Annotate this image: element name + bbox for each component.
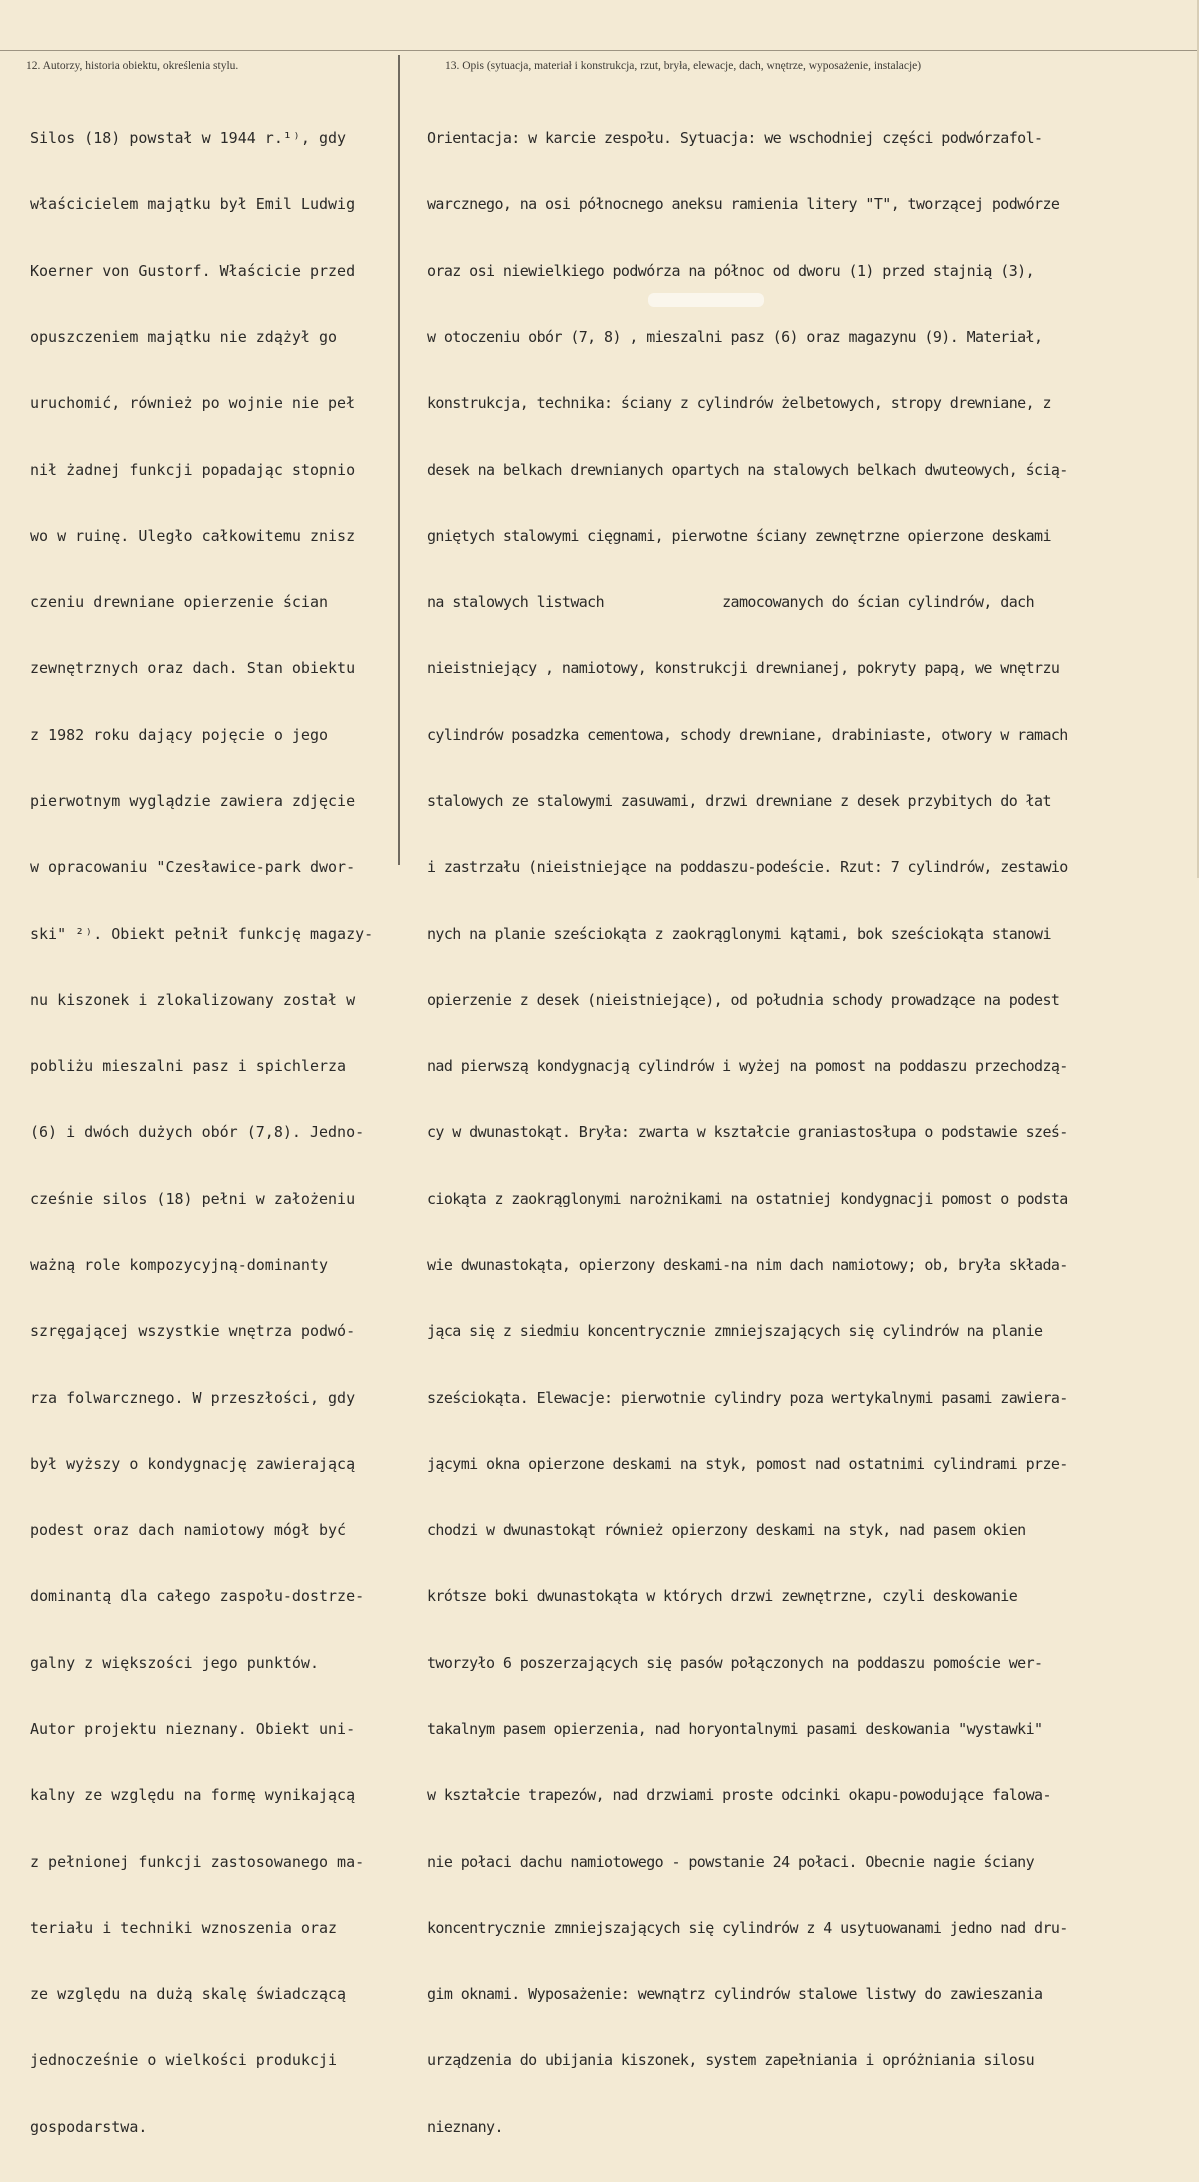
text-line: cylindrów posadzka cementowa, schody drewniane, drabiniaste, otwory w ramach: [427, 725, 1068, 744]
text-line: Koerner von Gustorf. Właścicie przed: [30, 261, 356, 280]
text-line: właścicielem majątku był Emil Ludwig: [30, 195, 356, 214]
top-rule: [0, 50, 1199, 51]
text-line: Silos (18) powstał w 1944 r.¹⁾, gdy: [30, 129, 347, 148]
text-line: jącymi okna opierzone deskami na styk, pomost nad ostatnimi cylindrami prze-: [427, 1454, 1068, 1473]
text-line: rza folwarcznego. W przeszłości, gdy: [30, 1388, 356, 1407]
text-line: podest oraz dach namiotowy mógł być: [30, 1521, 347, 1540]
text-line: warcznego, na osi północnego aneksu ramienia litery "T", tworzącej podwórze: [427, 195, 1060, 214]
text-line: ski" ²⁾. Obiekt pełnił funkcję magazy-: [30, 924, 374, 943]
text-line: kalny ze względu na formę wynikającą: [30, 1786, 356, 1805]
text-line: takalnym pasem opierzenia, nad horyontalnymi pasami deskowania "wystawki": [427, 1719, 1043, 1738]
text-line: wie dwunastokąta, opierzony deskami-na nim dach namiotowy; ob, bryła składa-: [427, 1255, 1068, 1274]
text-line: nych na planie sześciokąta z zaokrąglonymi kątami, bok sześciokąta stanowi: [427, 924, 1051, 943]
text-line: galny z większości jego punktów.: [30, 1653, 319, 1672]
text-line: szręgającej wszystkie wnętrza podwó-: [30, 1322, 356, 1341]
text-line: z pełnionej funkcji zastosowanego ma-: [30, 1852, 365, 1871]
text-line: z 1982 roku dający pojęcie o jego: [30, 725, 329, 744]
text-line: koncentrycznie zmniejszających się cylindrów z 4 usytuowanami jedno nad dru-: [427, 1918, 1068, 1937]
text-line: czeniu drewniane opierzenie ścian: [30, 593, 329, 612]
text-line: ważną role kompozycyjną-dominanty: [30, 1255, 329, 1274]
text-line: opuszczeniem majątku nie zdążył go: [30, 328, 338, 347]
text-line: na stalowych listwach zamocowanych do ścian cylindrów, dach: [427, 593, 1035, 612]
text-line: ciokąta z zaokrąglonymi narożnikami na ostatniej kondygnacji pomost o podsta: [427, 1189, 1068, 1208]
history-text-column: [30, 83, 394, 2136]
section-12-header: 12. Autorzy, historia obiektu, określenia stylu.: [26, 60, 239, 72]
text-line: cy w dwunastokąt. Bryła: zwarta w kształcie graniastosłupa o podstawie sześ-: [427, 1123, 1068, 1142]
text-line: zewnętrznych oraz dach. Stan obiektu: [30, 659, 356, 678]
text-line: cześnie silos (18) pełni w założeniu: [30, 1189, 356, 1208]
text-line: dominantą dla całego zaspołu-dostrze-: [30, 1587, 365, 1606]
text-line: oraz osi niewielkiego podwórza na północ od dworu (1) przed stajnią (3),: [427, 261, 1035, 280]
text-line: nieistniejący , namiotowy, konstrukcji drewnianej, pokryty papą, we wnętrzu: [427, 659, 1060, 678]
text-line: opierzenie z desek (nieistniejące), od południa schody prowadzące na podest: [427, 990, 1060, 1009]
text-line: krótsze boki dwunastokąta w których drzwi zewnętrzne, czyli deskowanie: [427, 1587, 1018, 1606]
text-line: nił żadnej funkcji popadając stopnio: [30, 460, 356, 479]
text-line: desek na belkach drewnianych opartych na stalowych belkach dwuteowych, ścią-: [427, 460, 1068, 479]
text-line: wo w ruinę. Uległo całkowitemu znisz: [30, 526, 356, 545]
text-line: gniętych stalowymi cięgnami, pierwotne ściany zewnętrzne opierzone deskami: [427, 526, 1051, 545]
text-line: sześciokąta. Elewacje: pierwotnie cylindry poza wertykalnymi pasami zawiera-: [427, 1388, 1068, 1407]
text-line: nieznany.: [427, 2117, 503, 2136]
text-line: teriału i techniki wznoszenia oraz: [30, 1918, 338, 1937]
text-line: był wyższy o kondygnację zawierającą: [30, 1454, 356, 1473]
text-line: (6) i dwóch dużych obór (7,8). Jedno-: [30, 1123, 365, 1142]
text-line: gospodarstwa.: [30, 2117, 148, 2136]
section-13-header: 13. Opis (sytuacja, materiał i konstrukcja, rzut, bryła, elewacje, dach, wnętrze, wyposażenie, instalacje): [445, 60, 922, 72]
text-line: konstrukcja, technika: ściany z cylindrów żelbetowych, stropy drewniane, z: [427, 394, 1051, 413]
correction-fluid-mark: [648, 293, 764, 307]
text-line: w opracowaniu "Czesławice-park dwor-: [30, 858, 356, 877]
text-line: nad pierwszą kondygnacją cylindrów i wyżej na pomost na poddaszu przechodzą-: [427, 1057, 1068, 1076]
description-text-column: [427, 83, 1199, 2136]
text-line: nu kiszonek i zlokalizowany został w: [30, 990, 356, 1009]
text-line: nie połaci dachu namiotowego - powstanie 24 połaci. Obecnie nagie ściany: [427, 1852, 1035, 1871]
text-line: uruchomić, również po wojnie nie peł: [30, 394, 356, 413]
text-line: jąca się z siedmiu koncentrycznie zmniejszających się cylindrów na planie: [427, 1322, 1043, 1341]
text-line: Autor projektu nieznany. Obiekt uni-: [30, 1719, 356, 1738]
text-line: pobliżu mieszalni pasz i spichlerza: [30, 1057, 347, 1076]
text-line: tworzyło 6 poszerzających się pasów połączonych na poddaszu pomoście wer-: [427, 1653, 1043, 1672]
text-line: stalowych ze stalowymi zasuwami, drzwi drewniane z desek przybitych do łat: [427, 792, 1051, 810]
text-line: i zastrzału (nieistniejące na poddaszu-podeście. Rzut: 7 cylindrów, zestawio: [427, 858, 1068, 877]
text-line: gim oknami. Wyposażenie: wewnątrz cylindrów stalowe listwy do zawieszania: [427, 1985, 1043, 2004]
text-line: urządzenia do ubijania kiszonek, system zapełniania i opróżniania silosu: [427, 2051, 1035, 2070]
text-line: ze względu na dużą skalę świadczącą: [30, 1985, 347, 2004]
text-line: pierwotnym wyglądzie zawiera zdjęcie: [30, 792, 356, 810]
text-line: jednocześnie o wielkości produkcji: [30, 2051, 338, 2070]
text-line: chodzi w dwunastokąt również opierzony deskami na styk, nad pasem okien: [427, 1521, 1026, 1540]
text-line: Orientacja: w karcie zespołu. Sytuacja: we wschodniej części podwórzafol-: [427, 129, 1043, 148]
text-line: w kształcie trapezów, nad drzwiami proste odcinki okapu-powodujące falowa-: [427, 1786, 1051, 1805]
text-line: w otoczeniu obór (7, 8) , mieszalni pasz (6) oraz magazynu (9). Materiał,: [427, 328, 1043, 347]
column-divider: [398, 55, 400, 865]
